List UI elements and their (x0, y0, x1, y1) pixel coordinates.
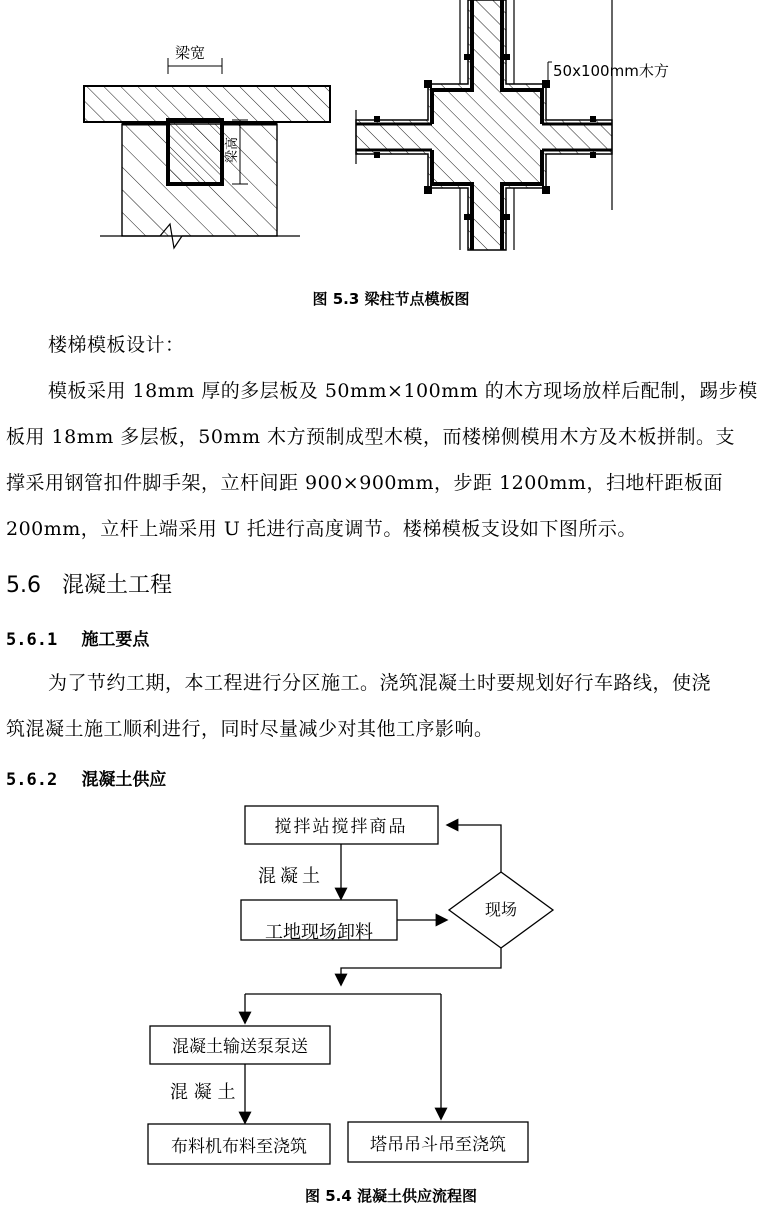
figure-5-3-drawing (0, 0, 782, 280)
section-number: 5.6.2 (6, 770, 58, 790)
section-5-6-1-line-1: 为了节约工期，本工程进行分区施工。浇筑混凝土时要规划好行车路线，使浇 (48, 672, 712, 694)
label-concrete-1: 混凝土 (258, 866, 324, 887)
stair-line-3: 撑采用钢管扣件脚手架，立杆间距 900×900mm，步距 1200mm，扫地杆距板面 (6, 472, 723, 494)
stair-line-4: 200mm，立杆上端采用 U 托进行高度调节。楼梯模板支设如下图所示。 (6, 518, 637, 540)
section-title: 施工要点 (81, 630, 150, 650)
box-site-unload-label: 工地现场卸料 (265, 922, 373, 943)
stair-heading: 楼梯模板设计： (48, 334, 185, 356)
joint-section-drawing (356, 0, 612, 250)
stair-line-2: 板用 18mm 多层板，50mm 木方预制成型木模，而楼梯侧模用木方及木板拼制。支 (6, 426, 736, 448)
box-pump-label: 混凝土输送泵泵送 (172, 1037, 308, 1057)
label-beam-width: 梁宽 (175, 44, 206, 62)
stair-line-1: 模板采用 18mm 厚的多层板及 50mm×100mm 的木方现场放样后配制，踢步模 (48, 380, 758, 402)
section-5-6-1-heading (6, 625, 149, 650)
section-number: 5.6.1 (6, 630, 58, 650)
section-title: 混凝土供应 (81, 770, 167, 790)
section-5-6-heading (6, 568, 172, 599)
section-5-6-2-heading (6, 765, 166, 790)
box-mixing-station-label: 搅拌站搅拌商品 (274, 817, 408, 837)
figure-5-4-caption: 图 5.4 混凝土供应流程图 (304, 1187, 478, 1205)
figure-5-3-caption: 图 5.3 梁柱节点模板图 (312, 290, 470, 308)
section-number: 5.6 (6, 573, 41, 598)
label-concrete-2: 混 凝 土 (170, 1082, 236, 1103)
section-5-6-1-line-2: 筑混凝土施工顺利进行，同时尽量减少对其他工序影响。 (6, 718, 494, 740)
box-distributor-label: 布料机布料至浇筑 (171, 1137, 307, 1157)
figure-5-4-flowchart (0, 790, 782, 1175)
diamond-site-label: 现场 (484, 900, 518, 919)
section-title: 混凝土工程 (62, 573, 173, 598)
label-timber-size: 50x100mm木方 (553, 62, 669, 80)
beam-section-drawing (84, 58, 330, 248)
label-beam-height: 梁高 (225, 136, 240, 164)
box-tower-crane-label: 塔吊吊斗吊至浇筑 (370, 1135, 506, 1155)
